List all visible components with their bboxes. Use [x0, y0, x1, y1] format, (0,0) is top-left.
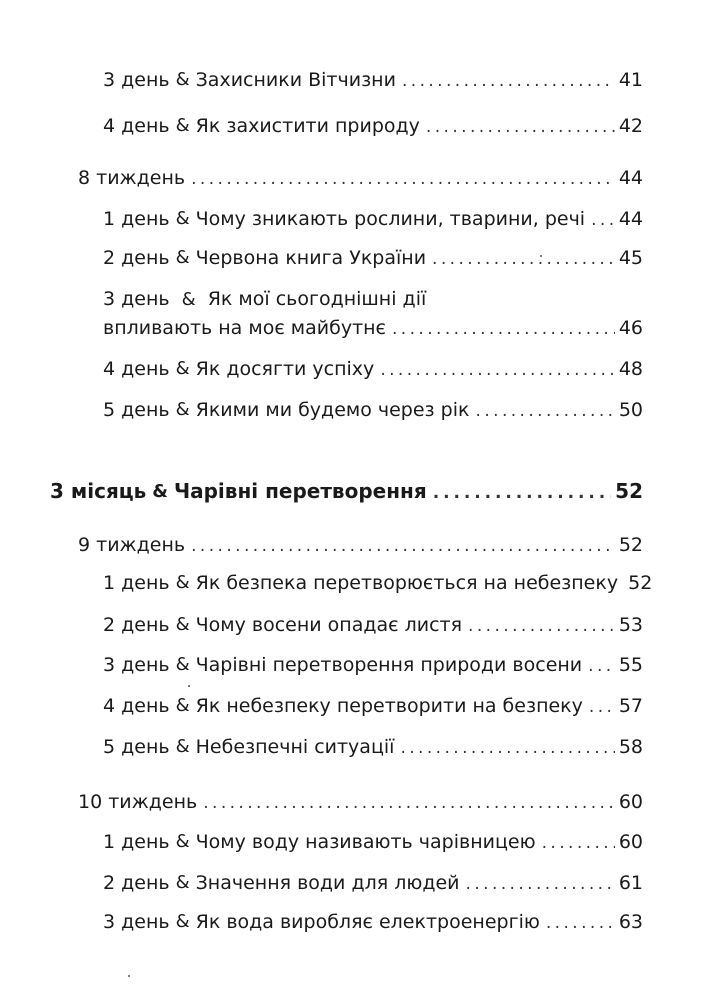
- entry-day: 1 день: [103, 572, 170, 594]
- entry-page: 42: [618, 115, 643, 137]
- toc-entry-second-line: [103, 316, 643, 341]
- entry-page: 50: [618, 399, 643, 421]
- entry-page: 41: [618, 69, 643, 91]
- separator-icon: &: [175, 247, 190, 268]
- dot-leader: [589, 695, 615, 719]
- dot-leader: [400, 736, 614, 760]
- entry-title: Якими ми будемо через рік: [195, 399, 470, 421]
- entry-title: Як захистити природу: [195, 115, 420, 137]
- toc-entry: [103, 735, 643, 760]
- dot-leader: [542, 831, 615, 855]
- entry-title: Захисники Вітчизни: [195, 69, 396, 91]
- week-label: 9 тиждень: [78, 534, 186, 556]
- toc-week: [78, 166, 643, 191]
- entry-day: 4 день: [103, 115, 170, 137]
- toc-entry: [103, 613, 643, 638]
- entry-day: 1 день: [103, 208, 170, 230]
- entry-page: 48: [618, 358, 643, 380]
- toc-entry: [103, 571, 653, 596]
- scan-speck: [540, 255, 542, 257]
- toc-month: [50, 479, 643, 505]
- entry-day: 4 день: [103, 695, 170, 717]
- dot-leader: [426, 115, 615, 139]
- toc-entry-first-line: [103, 287, 426, 312]
- toc-entry: [103, 114, 643, 139]
- toc-entry: [103, 357, 643, 382]
- entry-title: Чарівні перетворення природи восени: [195, 654, 583, 676]
- entry-title-line2: впливають на моє майбутнє: [103, 317, 386, 339]
- entry-day: 3 день: [103, 69, 170, 91]
- entry-title: Як вода виробляє електроенергію: [195, 911, 540, 933]
- toc-entry: [103, 398, 643, 423]
- entry-page: 45: [618, 247, 643, 269]
- dot-leader: [191, 534, 615, 558]
- entry-title: Значення води для людей: [195, 872, 460, 894]
- dot-leader: [402, 69, 615, 93]
- separator-icon: &: [175, 736, 190, 757]
- separator-icon: &: [175, 115, 190, 136]
- dot-leader: [466, 872, 615, 896]
- separator-icon: &: [175, 695, 190, 716]
- entry-page: 61: [618, 872, 643, 894]
- scan-speck: [188, 685, 190, 687]
- separator-icon: &: [181, 289, 196, 310]
- entry-day: 2 день: [103, 247, 170, 269]
- entry-page: 60: [618, 791, 643, 813]
- toc-entry: [103, 830, 643, 855]
- entry-page: 63: [618, 911, 643, 933]
- entry-day: 5 день: [103, 736, 170, 758]
- entry-title: Чому воду називають чарівницею: [195, 831, 536, 853]
- separator-icon: &: [152, 481, 168, 502]
- toc-entry: [103, 910, 643, 935]
- entry-title: Як небезпеку перетворити на безпеку: [195, 695, 583, 717]
- separator-icon: &: [175, 654, 190, 675]
- month-title: Чарівні перетворення: [173, 479, 427, 503]
- entry-title: Червона книга України: [195, 247, 427, 269]
- entry-page: 44: [618, 208, 643, 230]
- entry-title: Як досягти успіху: [195, 358, 375, 380]
- dot-leader: [546, 911, 615, 935]
- toc-entry: [103, 871, 643, 896]
- entry-page: 60: [618, 831, 643, 853]
- dot-leader: [588, 654, 615, 678]
- entry-page: 52: [618, 534, 643, 556]
- entry-title: Чому зникають рослини, тварини, речі: [195, 208, 586, 230]
- entry-title-line1: Як мої сьогоднішні дії: [207, 288, 427, 310]
- dot-leader: [468, 614, 615, 638]
- dot-leader: [203, 791, 615, 815]
- separator-icon: &: [175, 614, 190, 635]
- entry-day: 3 день: [103, 288, 170, 310]
- toc-week: [78, 790, 643, 815]
- week-label: 8 тиждень: [78, 167, 186, 189]
- separator-icon: &: [175, 911, 190, 932]
- dot-leader: [476, 399, 615, 423]
- separator-icon: &: [175, 572, 190, 593]
- entry-page: 52: [615, 479, 643, 503]
- entry-page: 52: [628, 572, 653, 594]
- separator-icon: &: [175, 358, 190, 379]
- entry-page: 44: [618, 167, 643, 189]
- entry-day: 3 день: [103, 911, 170, 933]
- entry-day: 4 день: [103, 358, 170, 380]
- entry-day: 2 день: [103, 614, 170, 636]
- month-label: 3 місяць: [50, 479, 147, 503]
- dot-leader: [432, 247, 615, 271]
- entry-page: 46: [618, 317, 643, 339]
- entry-page: 53: [618, 614, 643, 636]
- entry-day: 3 день: [103, 654, 170, 676]
- entry-page: 58: [618, 736, 643, 758]
- entry-day: 2 день: [103, 872, 170, 894]
- separator-icon: &: [175, 69, 190, 90]
- toc-entry: [103, 653, 643, 678]
- separator-icon: &: [175, 208, 190, 229]
- dot-leader: [433, 481, 611, 505]
- entry-title: Небезпечні ситуації: [195, 736, 395, 758]
- separator-icon: &: [175, 831, 190, 852]
- entry-day: 5 день: [103, 399, 170, 421]
- toc-week: [78, 533, 643, 558]
- separator-icon: &: [175, 399, 190, 420]
- toc-entry: [103, 246, 643, 271]
- dot-leader: [591, 208, 615, 232]
- entry-title: Як безпека перетворюється на небезпеку: [195, 572, 619, 594]
- entry-day: 1 день: [103, 831, 170, 853]
- dot-leader: [380, 358, 615, 382]
- toc-entry: [103, 694, 643, 719]
- entry-title: Чому восени опадає листя: [195, 614, 463, 636]
- toc-entry: [103, 207, 643, 232]
- toc-entry: [103, 68, 643, 93]
- entry-page: 55: [618, 654, 643, 676]
- dot-leader: [392, 317, 615, 341]
- scan-speck: [128, 975, 130, 977]
- dot-leader: [191, 167, 615, 191]
- separator-icon: &: [175, 872, 190, 893]
- entry-page: 57: [618, 695, 643, 717]
- week-label: 10 тиждень: [78, 791, 198, 813]
